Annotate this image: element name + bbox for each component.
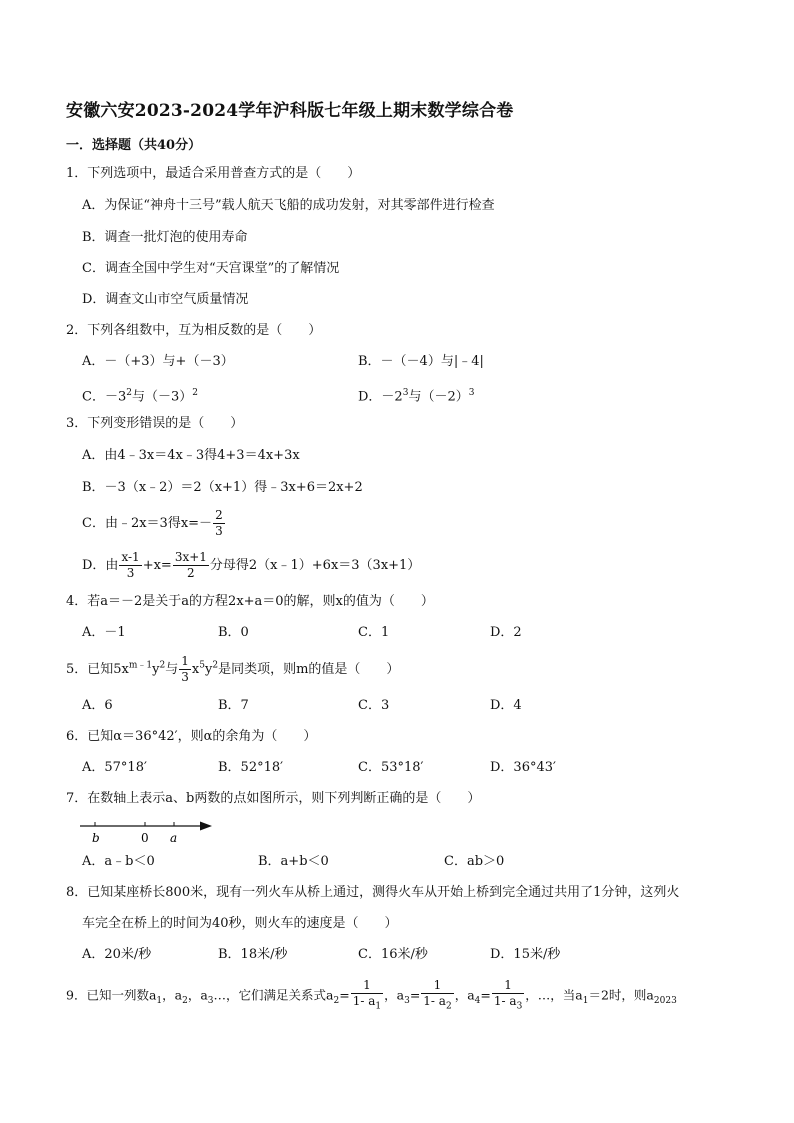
q6-option-b: B．52°18′ — [218, 760, 284, 775]
q9-cond: ＝2时，则a — [588, 987, 654, 1003]
q3-option-b: B．－3（x﹣2）＝2（x+1）得﹣3x+6＝2x+2 — [82, 480, 363, 495]
q4-option-a: A．－1 — [82, 625, 126, 640]
label-a: a — [170, 831, 178, 845]
q5-option-d: D．4 — [490, 698, 522, 713]
q3-d-fraction-1 — [119, 550, 141, 581]
q9-f2-den-text: 1- a — [423, 994, 446, 1008]
q3-d-num1: x-1 — [121, 550, 140, 564]
q5-tail: 是同类项，则m的值是（ ） — [218, 662, 400, 677]
q3-d-plus: +x= — [142, 558, 172, 573]
question-3-stem: 3．下列变形错误的是（ ） — [66, 416, 244, 431]
q8-option-a: A．20米/秒 — [82, 947, 152, 962]
q3-c-fraction — [213, 508, 225, 539]
q9-f2-den — [421, 994, 453, 1014]
q2-option-c — [82, 383, 198, 407]
q5-option-a: A．6 — [82, 698, 113, 713]
q9-eq3: = — [480, 987, 491, 1003]
q3-c-text: C．由﹣2x＝3得 — [82, 516, 181, 531]
q6-option-d: D．36°43′ — [490, 760, 556, 775]
q9-a4: a — [467, 987, 475, 1003]
q5-exp1: m﹣1 — [128, 660, 153, 671]
q3-option-a: A．由4﹣3x＝4x﹣3得4+3＝4x+3x — [82, 448, 300, 463]
q5-den: 3 — [181, 670, 189, 684]
q5-mid: 与 — [165, 662, 179, 677]
q5-option-b: B．7 — [218, 698, 249, 713]
q3-option-c — [82, 508, 226, 539]
q2-c-text: C．－3 — [82, 389, 127, 405]
q3-d-fraction-2 — [173, 550, 209, 581]
q3-c-den: 3 — [215, 524, 223, 538]
q3-d-text: D．由 — [82, 558, 119, 573]
q9-sub1: 1 — [156, 996, 163, 1007]
q2-d-exp: 3 — [402, 388, 409, 398]
q2-c-exp2: 2 — [192, 388, 198, 398]
question-5-stem — [66, 654, 746, 685]
q3-option-d — [82, 550, 420, 581]
q7-option-b: B．a+b＜0 — [258, 854, 329, 869]
q2-option-d — [358, 383, 474, 407]
q7-option-a: A．a﹣b＜0 — [82, 854, 155, 869]
q1-option-d: D．调查文山市空气质量情况 — [82, 292, 249, 307]
q9-fraction-3 — [492, 978, 524, 1014]
q9-f2-den-sub: 2 — [445, 1001, 452, 1012]
q9-f2-num: 1 — [421, 978, 453, 994]
q9-a2: a — [326, 987, 334, 1003]
q9-cond-sub: 1 — [582, 996, 589, 1007]
q1-option-a: A．为保证“神舟十三号”载人航天飞船的成功发射，对其零部件进行检查 — [82, 198, 495, 213]
q3-d-den2: 2 — [187, 566, 195, 580]
label-b: b — [92, 831, 100, 845]
q9-a4-sub: 4 — [474, 996, 481, 1007]
q9-a3: a — [396, 987, 405, 1003]
number-line-figure — [80, 812, 230, 848]
q3-c-num: 2 — [215, 508, 223, 522]
q9-seq2: ，a — [187, 987, 208, 1003]
q2-d-exp2: 3 — [468, 388, 475, 398]
q5-option-c: C．3 — [358, 698, 390, 713]
q6-option-a: A．57°18′ — [82, 760, 147, 775]
q3-d-tail: 分母得2（x﹣1）+6x＝3（3x+1） — [209, 558, 421, 573]
question-4-stem: 4．若a＝－2是关于a的方程2x+a＝0的解，则x的值为（ ） — [66, 594, 434, 609]
q2-d-text: D．－2 — [358, 389, 403, 405]
q9-f3-den — [492, 994, 524, 1014]
q5-y: y — [152, 662, 160, 677]
q9-f1-den-sub: 1 — [375, 1001, 382, 1012]
q9-dots: …，它们满足关系式 — [213, 987, 327, 1003]
q9-comma1: ， — [384, 987, 397, 1003]
q5-x: x — [191, 662, 200, 677]
q5-exp4: 2 — [212, 660, 219, 671]
q9-a3-sub: 3 — [404, 996, 410, 1007]
q1-option-b: B．调查一批灯泡的使用寿命 — [82, 230, 248, 245]
q7-option-c: C．ab＞0 — [444, 854, 505, 869]
q5-y2: y — [204, 662, 213, 677]
q9-eq2: = — [409, 987, 421, 1003]
label-0: 0 — [141, 831, 149, 845]
q9-a2-sub: 2 — [333, 996, 340, 1007]
q2-option-a: A．－（+3）与+（－3） — [82, 354, 234, 369]
q3-d-num2: 3x+1 — [174, 550, 207, 564]
question-1-stem: 1．下列选项中，最适合采用普查方式的是（ ） — [66, 166, 361, 181]
page-title: 安徽六安2023-2024学年沪科版七年级上期末数学综合卷 — [66, 101, 514, 121]
q5-exp3: 5 — [199, 660, 205, 671]
section-heading: 一．选择题（共40分） — [66, 138, 202, 153]
q9-stem-text: 9．已知一列数a — [66, 987, 157, 1003]
question-6-stem: 6．已知α＝36°42′，则α的余角为（ ） — [66, 729, 317, 744]
q9-sub2: 2 — [182, 996, 188, 1007]
question-8-stem-line2: 车完全在桥上的时间为40秒，则火车的速度是（ ） — [82, 916, 398, 931]
q9-f1-den — [351, 994, 383, 1014]
q9-fraction-1 — [351, 978, 383, 1014]
q9-f3-num: 1 — [492, 978, 524, 994]
question-7-stem: 7．在数轴上表示a、b两数的点如图所示，则下列判断正确的是（ ） — [66, 791, 481, 806]
q5-fraction — [179, 654, 191, 685]
q4-option-b: B．0 — [218, 625, 249, 640]
question-9-stem — [66, 978, 746, 1014]
q9-sub3: 3 — [207, 996, 214, 1007]
q5-stem-text: 5．已知5x — [66, 662, 129, 677]
q9-tail: ，…，当a — [525, 987, 583, 1003]
q2-c-tail: 与（－3） — [131, 389, 193, 405]
q1-option-c: C．调查全国中学生对“天宫课堂”的了解情况 — [82, 261, 340, 276]
q8-option-b: B．18米/秒 — [218, 947, 288, 962]
q9-f3-den-text: 1- a — [493, 994, 517, 1008]
question-8-stem: 8．已知某座桥长800米，现有一列火车从桥上通过，测得火车从开始上桥到完全通过共用了1分钟，这列火 — [66, 885, 680, 900]
q9-f1-den-text: 1- a — [352, 994, 376, 1008]
question-2-stem: 2．下列各组数中，互为相反数的是（ ） — [66, 323, 322, 338]
q9-seq: ，a — [162, 987, 183, 1003]
q5-exp2: 2 — [159, 660, 166, 671]
q3-c-x: x=－ — [180, 516, 213, 531]
q3-d-den1: 3 — [126, 566, 135, 580]
q9-f1-num: 1 — [351, 978, 383, 994]
q8-option-c: C．16米/秒 — [358, 947, 428, 962]
q9-fraction-2 — [421, 978, 453, 1014]
q9-f3-den-sub: 3 — [516, 1001, 523, 1012]
q8-option-d: D．15米/秒 — [490, 947, 561, 962]
number-line-arrow-icon — [200, 822, 212, 831]
q4-option-c: C．1 — [358, 625, 390, 640]
q2-option-b: B．－（－4）与|﹣4| — [358, 354, 484, 369]
q6-option-c: C．53°18′ — [358, 760, 424, 775]
q2-c-exp: 2 — [126, 388, 132, 398]
q4-option-d: D．2 — [490, 625, 522, 640]
q9-eq1: = — [339, 987, 350, 1003]
q9-comma2: ， — [454, 987, 468, 1003]
q5-num: 1 — [181, 654, 189, 668]
q9-sub2023: 2023 — [653, 996, 677, 1007]
q2-d-tail: 与（－2） — [408, 389, 469, 405]
